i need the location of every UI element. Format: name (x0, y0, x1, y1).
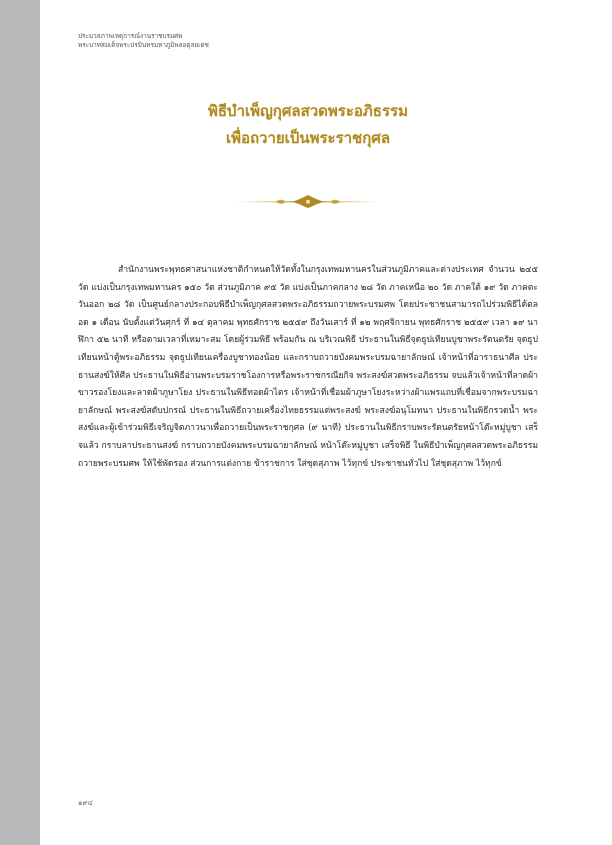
header-line-1: ประมวลภาพเหตุการณ์งานราชบรมศพ (78, 32, 183, 40)
running-header (78, 32, 378, 50)
body-paragraph: สำนักงานพระพุทธศาสนาแห่งชาติกำหนดให้วัดทั้งในกรุงเทพมหานครในส่วนภูมิภาคและต่างประเทศ จำนวน ๒๔๕ วัด แบ่งเป็นกรุงเทพมหานคร ๑๕๐ วัด ส่วนภูมิภาค ๙๕ วัด แบ่งเป็นภาคกลาง ๒๘ วัด ภาคเหนือ ๒๐ วัด ภาคใต้ ๑๙ วัด ภาคตะวันออก ๒๘ วัด เป็นศูนย์กลางประกอบพิธีบำเพ็ญกุศลสวดพระอภิธรรมถวายพระบรมศพ โดยประชาชนสามารถไปร่วมพิธีได้ตลอด ๑ เดือน นับตั้งแต่วันศุกร์ ที่ ๑๔ ตุลาคม พุทธศักราช ๒๕๕๙ ถึงวันเสาร์ ที่ ๑๒ พฤศจิกายน พุทธศักราช ๒๕๕๙ เวลา ๑๙ นาฬิกา ๕๒ นาที หรือตามเวลาที่เหมาะสม โดยผู้ร่วมพิธี พร้อมกัน ณ บริเวณพิธี ประธานในพิธีจุดธูปเทียนบูชาพระรัตนตรัย จุดธูปเทียนหน้าตู้พระอภิธรรม จุดธูปเทียนเครื่องบูชาทองน้อย และกราบถวายบังคมพระบรมฉายาลักษณ์ เจ้าหน้าที่อาราธนาศีล ประธานสงฆ์ให้ศีล ประธานในพิธีอ่านพระบรมราชโองการหรือพระราชกรณียกิจ พระสงฆ์สวดพระอภิธรรม จบแล้วเจ้าหน้าที่ลาดผ้าขาวรองโยงและลาดผ้าภูษาโยง ประธานในพิธีทอดผ้าไตร เจ้าหน้าที่เชื่อมผ้าภูษาโยงระหว่างผ้าแพรแถบที่เชื่อมจากพระบรมฉายาลักษณ์ พระสงฆ์สดับปกรณ์ ประธานในพิธีถวายเครื่องไทยธรรมแด่พระสงฆ์ พระสงฆ์อนุโมทนา ประธานในพิธีกรวดน้ำ พระสงฆ์และผู้เข้าร่วมพิธีเจริญจิตภาวนาเพื่อถวายเป็นพระราชกุศล (๙ นาที) ประธานในพิธีกราบพระรัตนตรัยหน้าโต๊ะหมู่บูชา เสร็จแล้ว กราบลาประธานสงฆ์ กราบถวายบังคมพระบรมฉายาลักษณ์ หน้าโต๊ะหมู่บูชา เสร็จพิธี ในพิธีบำเพ็ญกุศลสวดพระอภิธรรมถวายพระบรมศพ ให้ใช้พัดรอง ส่วนการแต่งกาย ข้าราชการ ใส่ชุดสุภาพ ไว้ทุกข์ ประชาชนทั่วไป ใส่ชุดสุภาพ ไว้ทุกข์ (78, 265, 538, 469)
title-line-2: เพื่อถวายเป็นพระราชกุศล (225, 129, 391, 147)
header-line-2: พระบาทสมเด็จพระปรมินทรมหาภูมิพลอดุลยเดช (78, 41, 209, 49)
left-margin-bar (0, 0, 40, 845)
page-title (78, 98, 538, 152)
gold-divider-ornament-icon (236, 192, 380, 212)
title-line-1: พิธีบำเพ็ญกุศลสวดพระอภิธรรม (208, 102, 408, 120)
page-number: ๑๙๔ (78, 799, 93, 807)
